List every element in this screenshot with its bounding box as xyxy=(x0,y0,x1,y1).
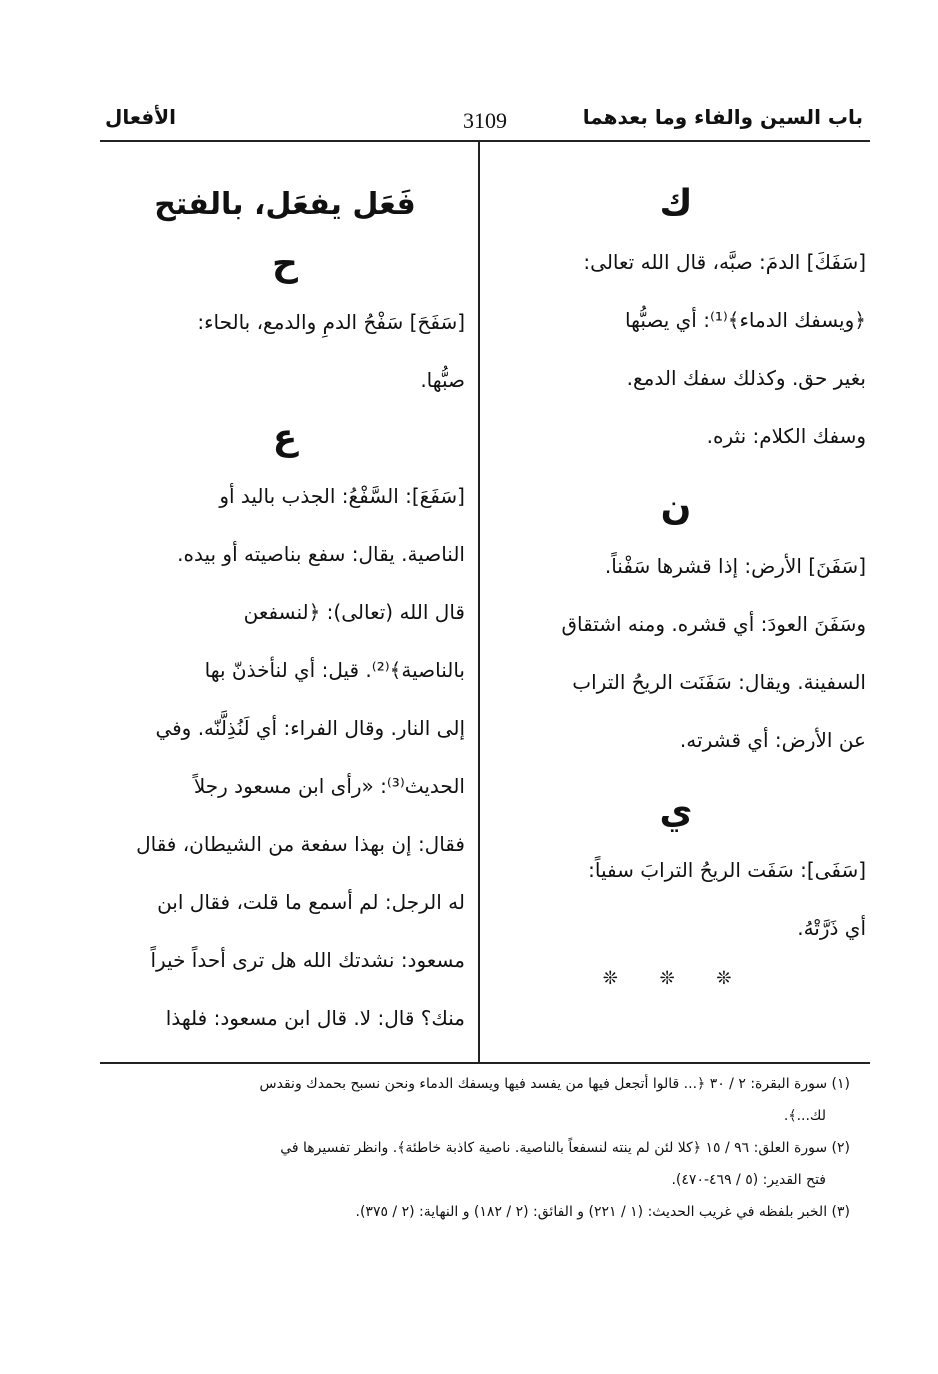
footnote-1: (١) سورة البقرة: ٢ / ٣٠ ﴿... قالوا أتجعل فيها من يفسد فيها ويسفك الدماء ونحن نسبح بحمدك ونقدس xyxy=(259,1076,850,1092)
entry-line: عن الأرض: أي قشرته. xyxy=(679,728,866,752)
entry-line: [سَفَحَ] سَفْحُ الدمِ والدمع، بالحاء: xyxy=(197,310,465,334)
entry-line: [سَفَعَ]: السَّفْعُ: الجذب باليد أو xyxy=(219,484,465,508)
end-ornament: ❊ ❊ ❊ xyxy=(602,968,750,989)
entry-line: إلى النار. وقال الفراء: أي لَنُذِلَّنّه. وفي xyxy=(155,716,465,740)
footnote-3: (٣) الخبر بلفظه في غريب الحديث: (١ / ٢٢١) و الفائق: (٢ / ١٨٢) و النهاية: (٢ / ٣٧٥). xyxy=(355,1204,850,1220)
section-letter-ha: ح xyxy=(272,243,298,284)
entry-line: الناصية. يقال: سفع بناصيته أو بيده. xyxy=(177,542,465,566)
entry-line: وسفك الكلام: نثره. xyxy=(706,424,866,448)
entry-line: له الرجل: لم أسمع ما قلت، فقال ابن xyxy=(157,890,465,914)
entry-line: مسعود: نشدتك الله هل ترى أحداً خيراً xyxy=(150,948,465,972)
footnote-2: (٢) سورة العلق: ٩٦ / ١٥ ﴿كلا لئن لم ينته لنسفعاً بالناصية. ناصية كاذبة خاطئة﴾. وانظر تفسيرها في xyxy=(280,1140,850,1156)
entry-line: بغير حق. وكذلك سفك الدمع. xyxy=(626,366,866,390)
entry-line: [سَفَنَ] الأرض: إذا قشرها سَفْناً. xyxy=(604,554,866,578)
section-letter-ayn: ع xyxy=(272,417,298,458)
entry-line: وسَفَنَ العودَ: أي قشره. ومنه اشتقاق xyxy=(561,612,866,636)
entry-line: أي ذَرَّتْهُ. xyxy=(797,916,866,940)
footnote-1-continuation: لك...﴾. xyxy=(783,1108,826,1124)
entry-line: ﴿ويسفك الدماء﴾⁽¹⁾: أي يصبُّها xyxy=(625,308,866,332)
entry-line: [سَفَكَ] الدمَ: صبَّه، قال الله تعالى: xyxy=(583,250,866,274)
section-letter-nun: ن xyxy=(660,487,692,528)
page-header-chapter-title: باب السين والفاء وما بعدهما xyxy=(582,105,863,129)
entry-line: الحديث⁽³⁾: «رأى ابن مسعود رجلاً xyxy=(193,774,465,798)
entry-line: بالناصية﴾⁽²⁾. قيل: أي لنأخذنّ بها xyxy=(204,658,465,682)
footnote-2-continuation: فتح القدير: (٥ / ٤٦٩-٤٧٠). xyxy=(671,1172,826,1188)
page-header-section-title: الأفعال xyxy=(105,105,176,129)
column-divider xyxy=(478,141,480,1063)
left-column xyxy=(105,175,465,1047)
entry-line: السفينة. ويقال: سَفَنَت الريحُ التراب xyxy=(572,670,866,694)
footnotes xyxy=(90,1068,850,1228)
right-column xyxy=(486,175,866,1001)
chapter-heading: فَعَل يفعَل، بالفتح xyxy=(154,187,416,222)
entry-line: صبُّها. xyxy=(420,368,465,392)
entry-line: منك؟ قال: لا. قال ابن مسعود: فلهذا xyxy=(165,1006,465,1030)
footnote-rule xyxy=(100,1062,870,1064)
header-rule xyxy=(100,140,870,142)
entry-line: قال الله (تعالى): ﴿لنسفعن xyxy=(243,600,465,624)
page-number: 3109 xyxy=(463,108,507,133)
entry-line: فقال: إن بهذا سفعة من الشيطان، فقال xyxy=(136,832,465,856)
entry-line: [سَفَى]: سَفَت الريحُ الترابَ سفياً: xyxy=(588,858,866,882)
section-letter-ya: ي xyxy=(659,791,693,832)
section-letter-kaf: ك xyxy=(659,183,693,224)
